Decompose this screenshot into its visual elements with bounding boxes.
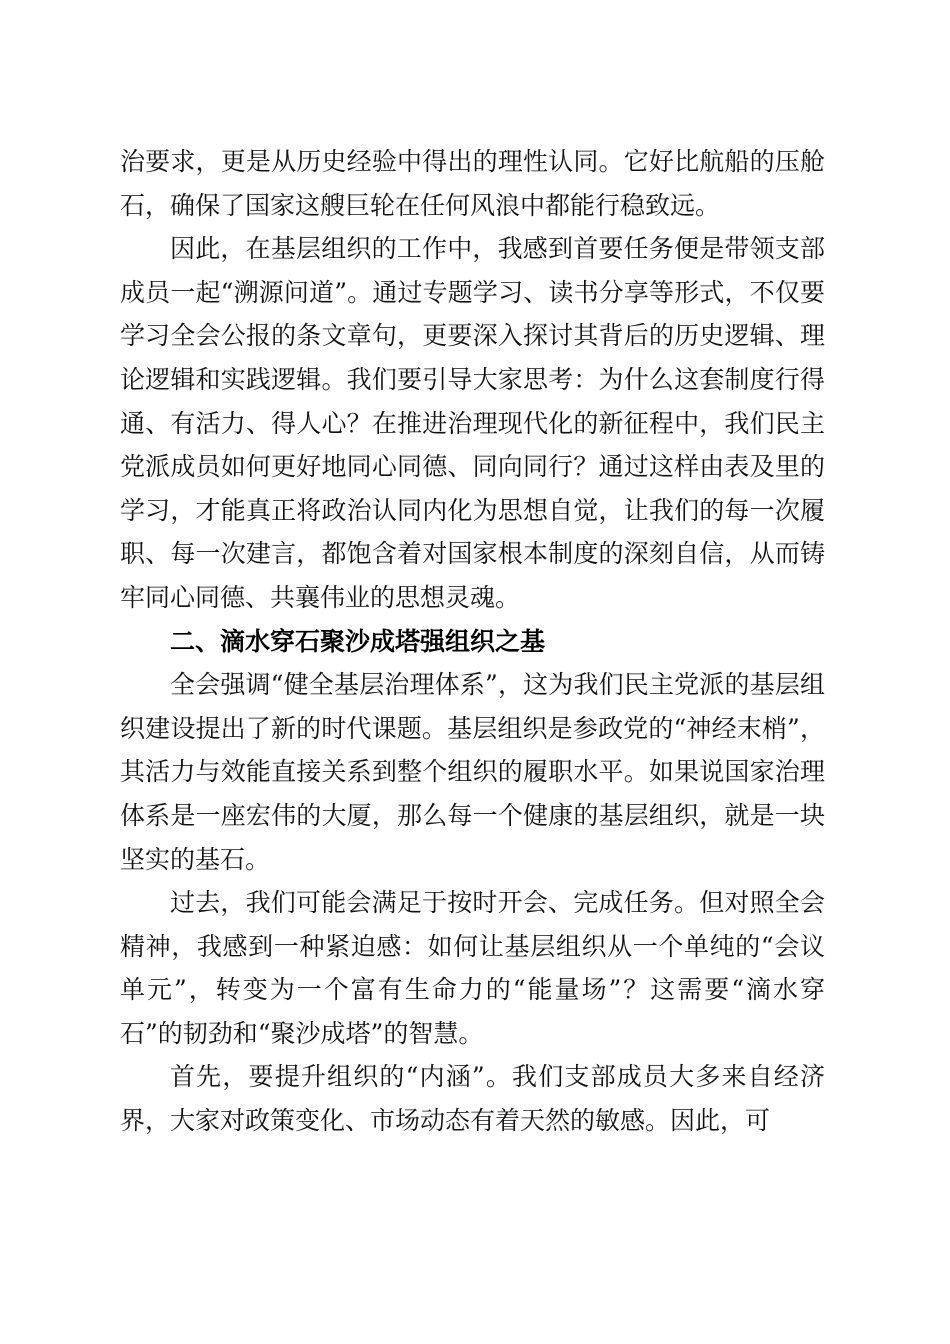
paragraph-continuation: 治要求，更是从历史经验中得出的理性认同。它好比航船的压舱石，确保了国家这艘巨轮在任何风浪中都能行稳致远。 [120, 147, 825, 220]
paragraph: 首先，要提升组织的“内涵”。我们支部成员大多来自经济界，大家对政策变化、市场动态有着天然的敏感。因此，可 [120, 1062, 825, 1136]
section-heading: 二、滴水穿石聚沙成塔强组织之基 [170, 626, 546, 656]
paragraph: 全会强调“健全基层治理体系”，这为我们民主党派的基层组织建设提出了新的时代课题。基层组织是参政党的“神经末梢”，其活力与效能直接关系到整个组织的履职水平。如果说国家治理体系是一座宏伟的大厦，那么每一个健康的基层组织，就是一块坚实的基石。 [120, 670, 825, 874]
document-body [120, 140, 825, 1143]
paragraph: 过去，我们可能会满足于按时开会、完成任务。但对照全会精神，我感到一种紧迫感：如何让基层组织从一个单纯的“会议单元”，转变为一个富有生命力的“能量场”？这需要“滴水穿石”的韧劲和“聚沙成塔”的智慧。 [120, 888, 825, 1048]
paragraph: 因此，在基层组织的工作中，我感到首要任务便是带领支部成员一起“溯源问道”。通过专题学习、读书分享等形式，不仅要学习全会公报的条文章句，更要深入探讨其背后的历史逻辑、理论逻辑和实践逻辑。我们要引导大家思考：为什么这套制度行得通、有活力、得人心？在推进治理现代化的新征程中，我们民主党派成员如何更好地同心同德、同向同行？通过这样由表及里的学习，才能真正将政治认同内化为思想自觉，让我们的每一次履职、每一次建言，都饱含着对国家根本制度的深刻自信，从而铸牢同心同德、共襄伟业的思想灵魂。 [120, 234, 825, 612]
